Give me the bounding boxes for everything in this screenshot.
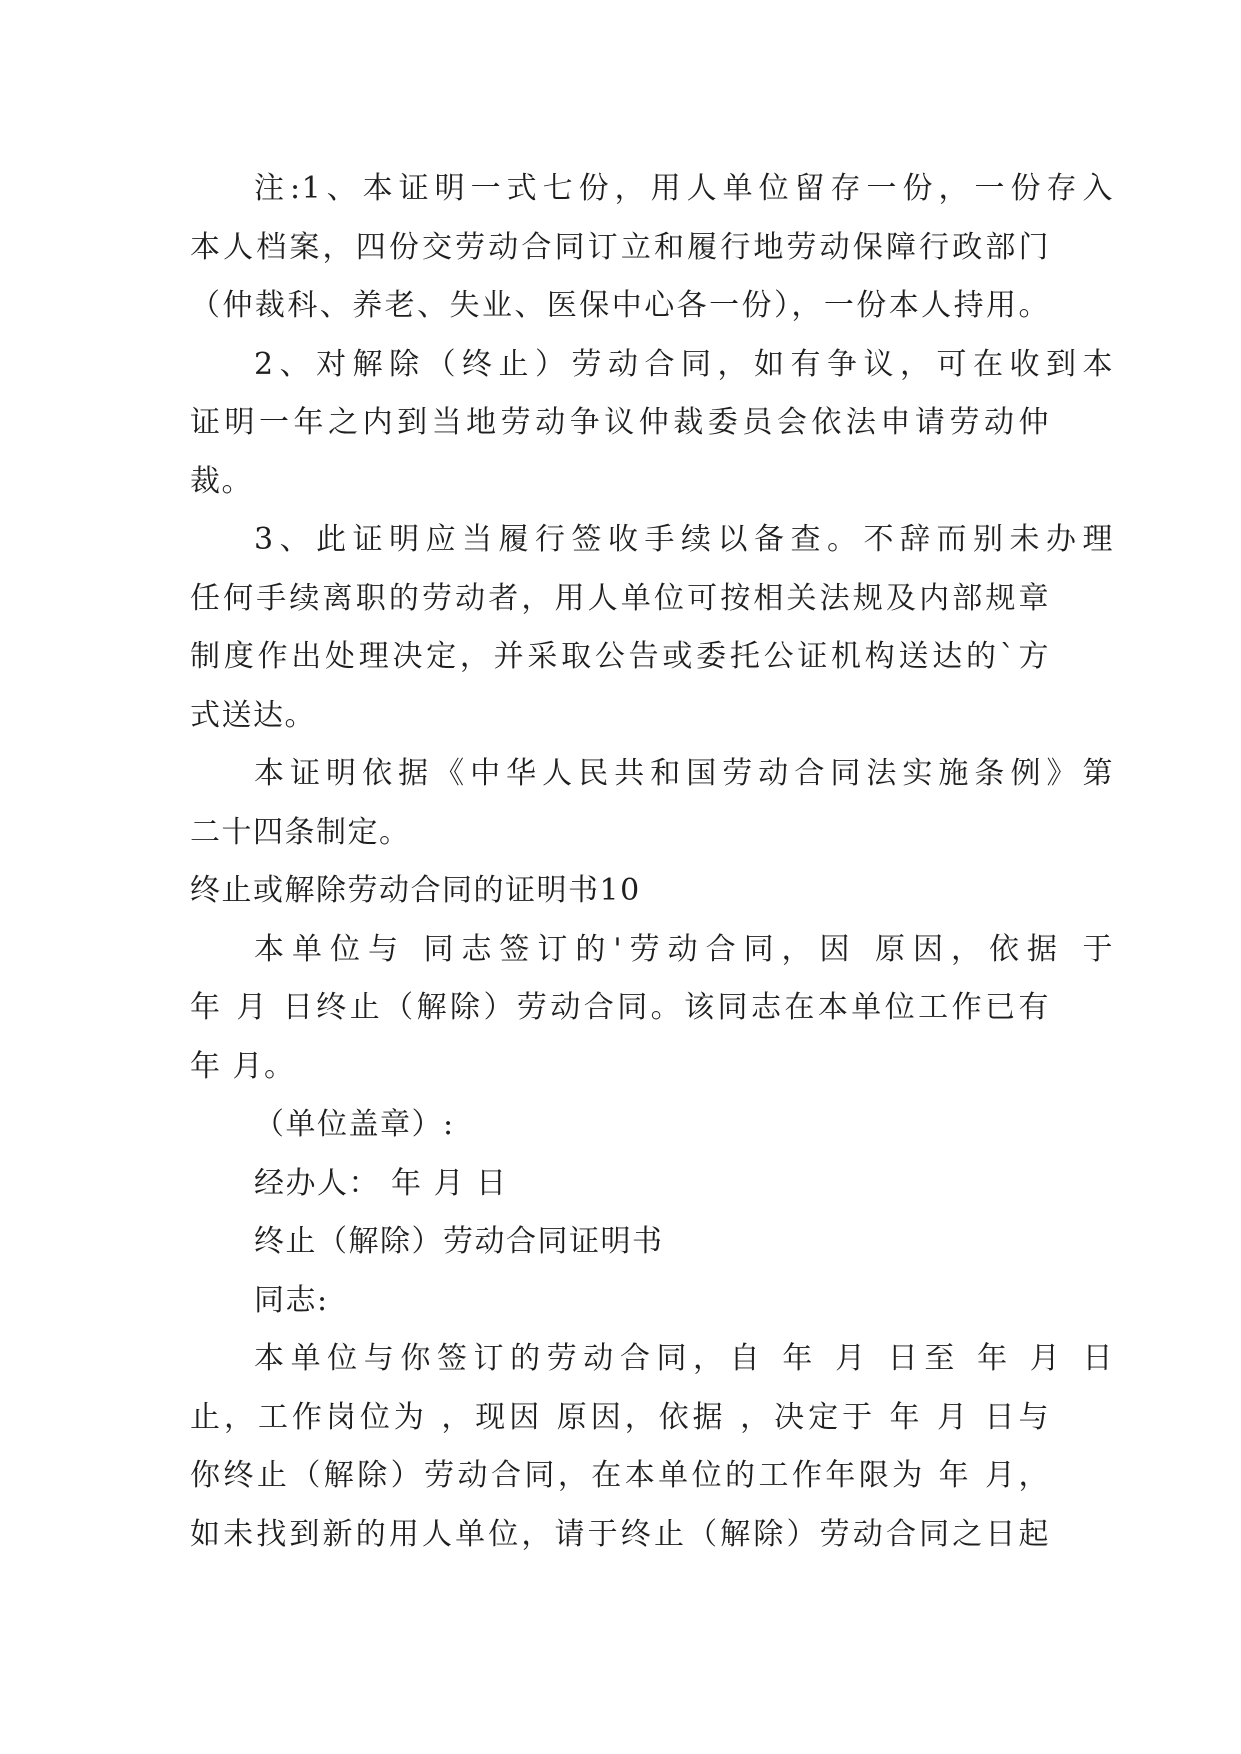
salutation: 同志:	[254, 1282, 329, 1318]
text-line: 年 月。	[190, 1048, 296, 1084]
text-line: 本人档案，四份交劳动合同订立和履行地劳动保障行政部门	[190, 229, 1050, 265]
text-line: 裁。	[190, 463, 253, 499]
section-heading: 终止或解除劳动合同的证明书10	[190, 873, 641, 908]
certificate-title: 终止（解除）劳动合同证明书	[254, 1224, 664, 1259]
text-line: 本证明依据《中华人民共和国劳动合同法实施条例》第	[254, 756, 1114, 791]
text-line: 证明一年之内到当地劳动争议仲裁委员会依法申请劳动仲	[190, 405, 1050, 440]
seal-line: （单位盖章）:	[254, 1107, 455, 1142]
text-line: 注:1、本证明一式七份，用人单位留存一份，一份存入	[254, 171, 1114, 206]
handler-date-line: 经办人： 年 月 日	[254, 1165, 508, 1201]
document-body	[190, 160, 1114, 1564]
text-line: 止，工作岗位为 ，现因 原因，依据 ，决定于 年 月 日与	[190, 1399, 1050, 1435]
text-line: 本单位与 同志签订的'劳动合同，因 原因，依据 于	[254, 931, 1114, 967]
text-line: 2、对解除（终止）劳动合同，如有争议，可在收到本	[254, 346, 1114, 382]
text-line: 你终止（解除）劳动合同，在本单位的工作年限为 年 月，	[190, 1458, 1050, 1493]
text-line: 3、此证明应当履行签收手续以备查。不辞而别未办理	[254, 522, 1114, 557]
text-line: 制度作出处理决定，并采取公告或委托公证机构送达的`方	[190, 639, 1050, 674]
text-line: （仲裁科、养老、失业、医保中心各一份），一份本人持用。	[190, 288, 1050, 323]
text-line: 如未找到新的用人单位，请于终止（解除）劳动合同之日起	[190, 1516, 1050, 1552]
text-line: 二十四条制定。	[190, 814, 411, 850]
text-line: 本单位与你签订的劳动合同，自 年 月 日至 年 月 日	[254, 1341, 1114, 1376]
text-line: 年 月 日终止（解除）劳动合同。该同志在本单位工作已有	[190, 990, 1050, 1025]
text-line: 式送达。	[190, 697, 316, 733]
text-line: 任何手续离职的劳动者，用人单位可按相关法规及内部规章	[190, 580, 1050, 616]
